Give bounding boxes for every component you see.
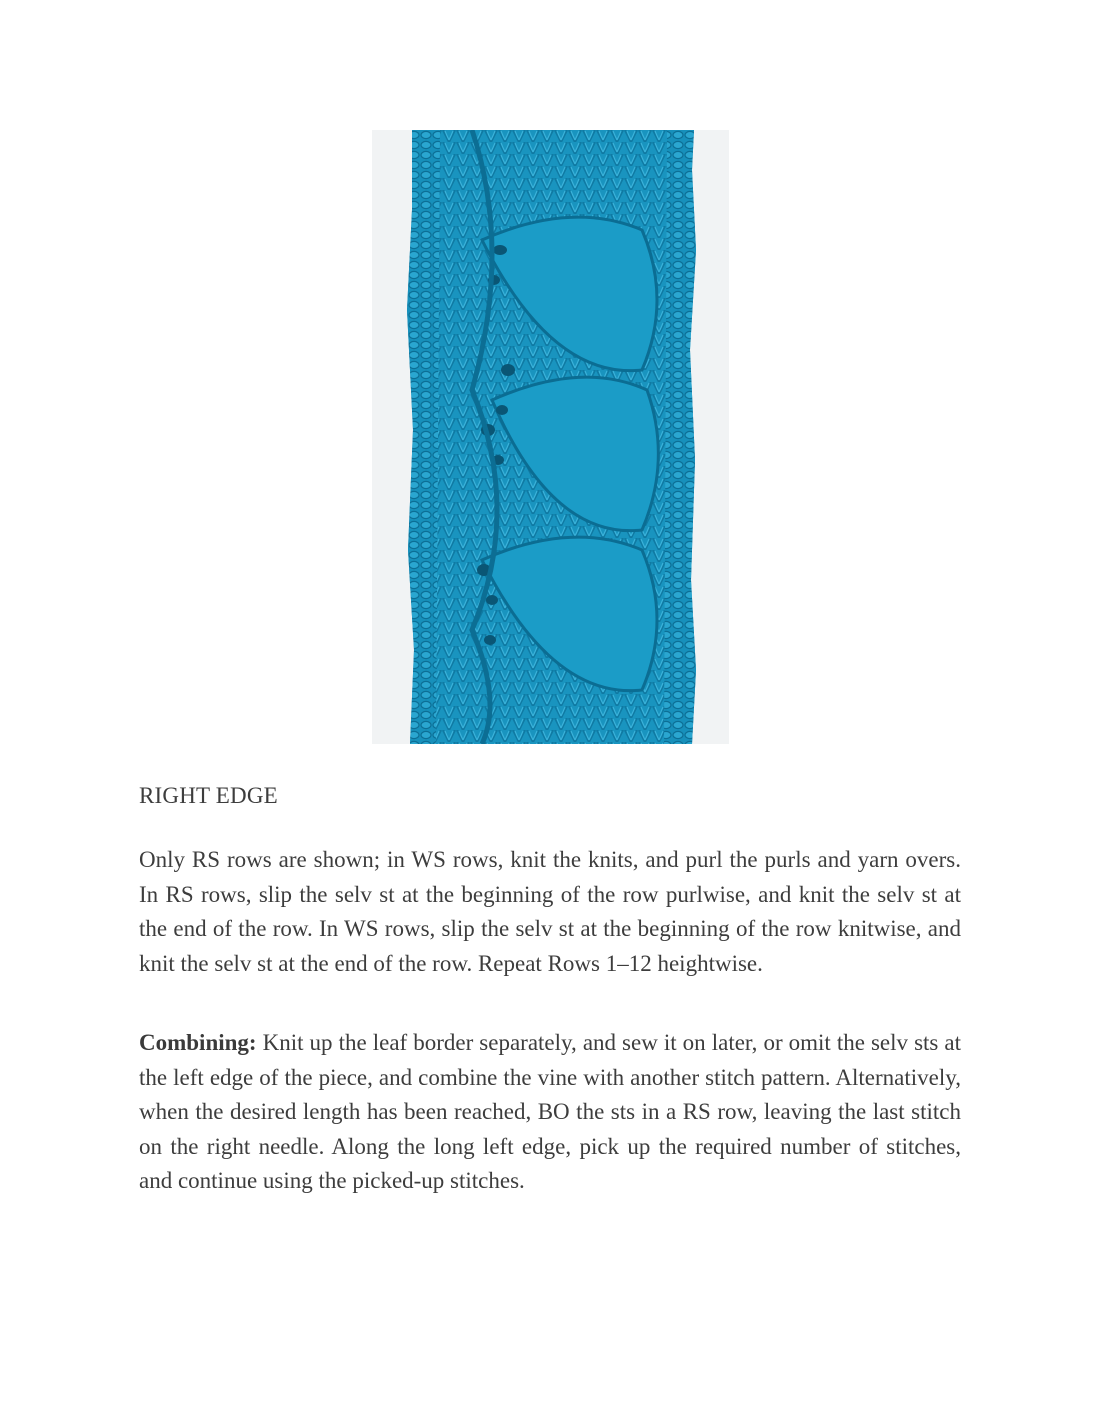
combining-paragraph <box>139 1026 961 1199</box>
knitted-swatch-illustration <box>372 130 729 744</box>
combining-label: Combining: <box>139 1030 257 1055</box>
combining-text: Knit up the leaf border separately, and sew it on later, or omit the selv sts at the left edge of the piece, and combine the vine with another stitch pattern. Alternatively, when the desired length has been reached, BO the sts in a RS row, leaving the last stitch on the right needle. Along the long left edge, pick up the required number of stitches, and continue using the picked-up stitches. <box>139 1030 961 1194</box>
knitted-swatch-photo <box>372 130 729 744</box>
section-title: RIGHT EDGE <box>139 783 278 808</box>
instructions-paragraph: Only RS rows are shown; in WS rows, knit the knits, and purl the purls and yarn overs. In RS rows, slip the selv st at the beginning of the row purlwise, and knit the selv st at the end of the row. In WS rows, slip the selv st at the beginning of the row knitwise, and knit the selv st at the end of the row. Repeat Rows 1–12 heightwise. <box>139 847 961 976</box>
